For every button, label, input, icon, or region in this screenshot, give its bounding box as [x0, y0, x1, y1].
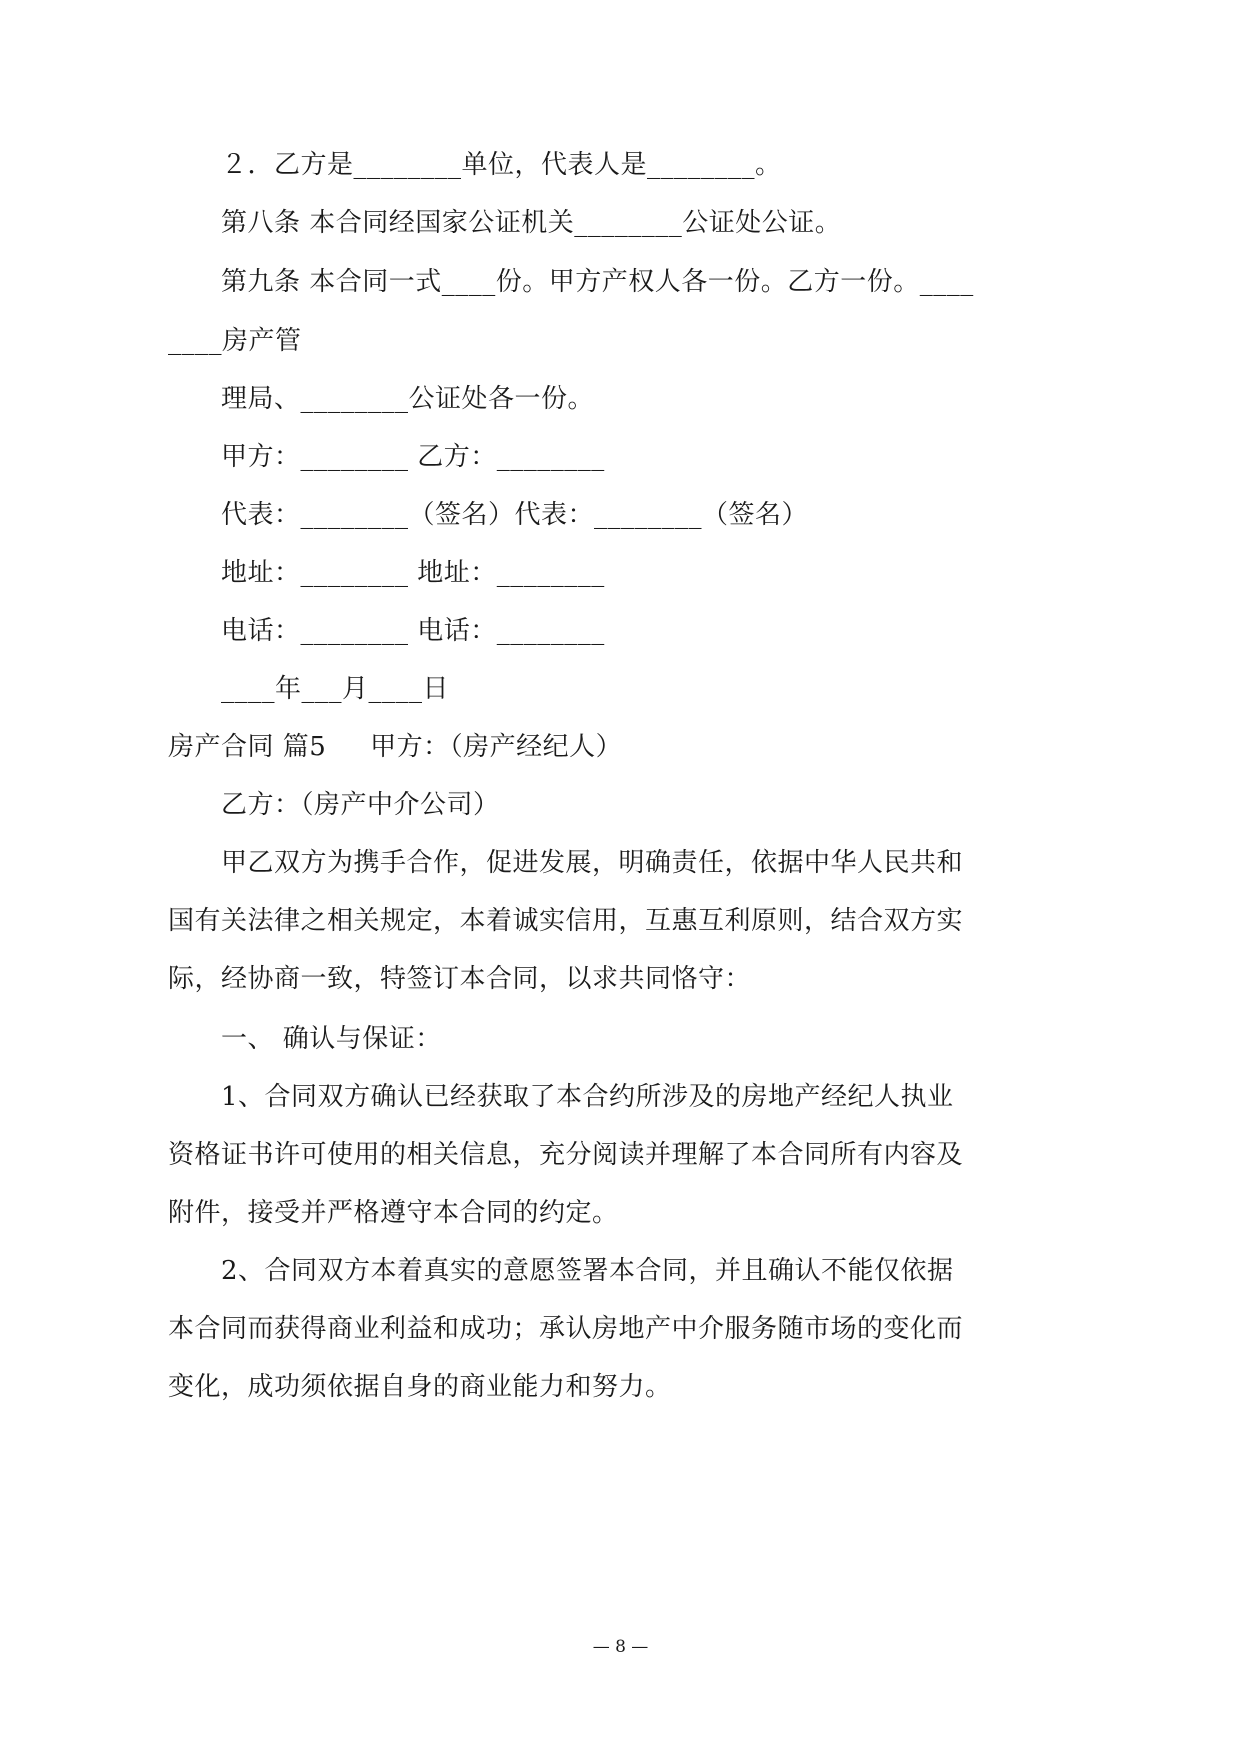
- preamble-line-1: 甲乙双方为携手合作，促进发展，明确责任，依据中华人民共和: [221, 848, 964, 878]
- page-number: — 8 —: [592, 1637, 649, 1657]
- item-1-line-2: 资格证书许可使用的相关信息，充分阅读并理解了本合同所有内容及: [168, 1140, 964, 1170]
- signature-representatives: 代表：________（签名）代表：________（签名）: [221, 500, 809, 530]
- item-2-line-3: 变化，成功须依据自身的商业能力和努力。: [168, 1372, 672, 1402]
- item-2-line-2: 本合同而获得商业利益和成功；承认房地产中介服务随市场的变化而: [168, 1314, 964, 1344]
- item-1-line-3: 附件，接受并严格遵守本合同的约定。: [168, 1198, 619, 1228]
- contract-5-heading: 房产合同 篇5 甲方：（房产经纪人）: [168, 732, 623, 762]
- preamble-line-2: 国有关法律之相关规定，本着诚实信用，互惠互利原则，结合双方实: [168, 906, 964, 936]
- article-9-end: 理局、________公证处各一份。: [221, 384, 595, 414]
- signature-parties: 甲方：________ 乙方：________: [221, 442, 605, 472]
- item-2-line-1: 2、合同双方本着真实的意愿签署本合同，并且确认不能仅依据: [221, 1256, 954, 1286]
- article-9: 第九条 本合同一式____份。甲方产权人各一份。乙方一份。____: [221, 267, 974, 297]
- signature-date: ____年___月____日: [221, 674, 450, 704]
- item-1-line-1: 1、合同双方确认已经获取了本合约所涉及的房地产经纪人执业: [221, 1082, 954, 1112]
- signature-addresses: 地址：________ 地址：________: [221, 558, 605, 588]
- preamble-line-3: 际，经协商一致，特签订本合同，以求共同恪守：: [168, 964, 752, 994]
- section-1-heading: 一、 确认与保证：: [221, 1024, 442, 1054]
- contract-5-party-b: 乙方：（房产中介公司）: [221, 790, 500, 820]
- article-9-continued: ____房产管: [168, 326, 302, 356]
- signature-phones: 电话：________ 电话：________: [221, 616, 605, 646]
- article-8: 第八条 本合同经国家公证机关________公证处公证。: [221, 208, 842, 238]
- clause-party-b-unit: ２．乙方是________单位，代表人是________。: [221, 150, 782, 180]
